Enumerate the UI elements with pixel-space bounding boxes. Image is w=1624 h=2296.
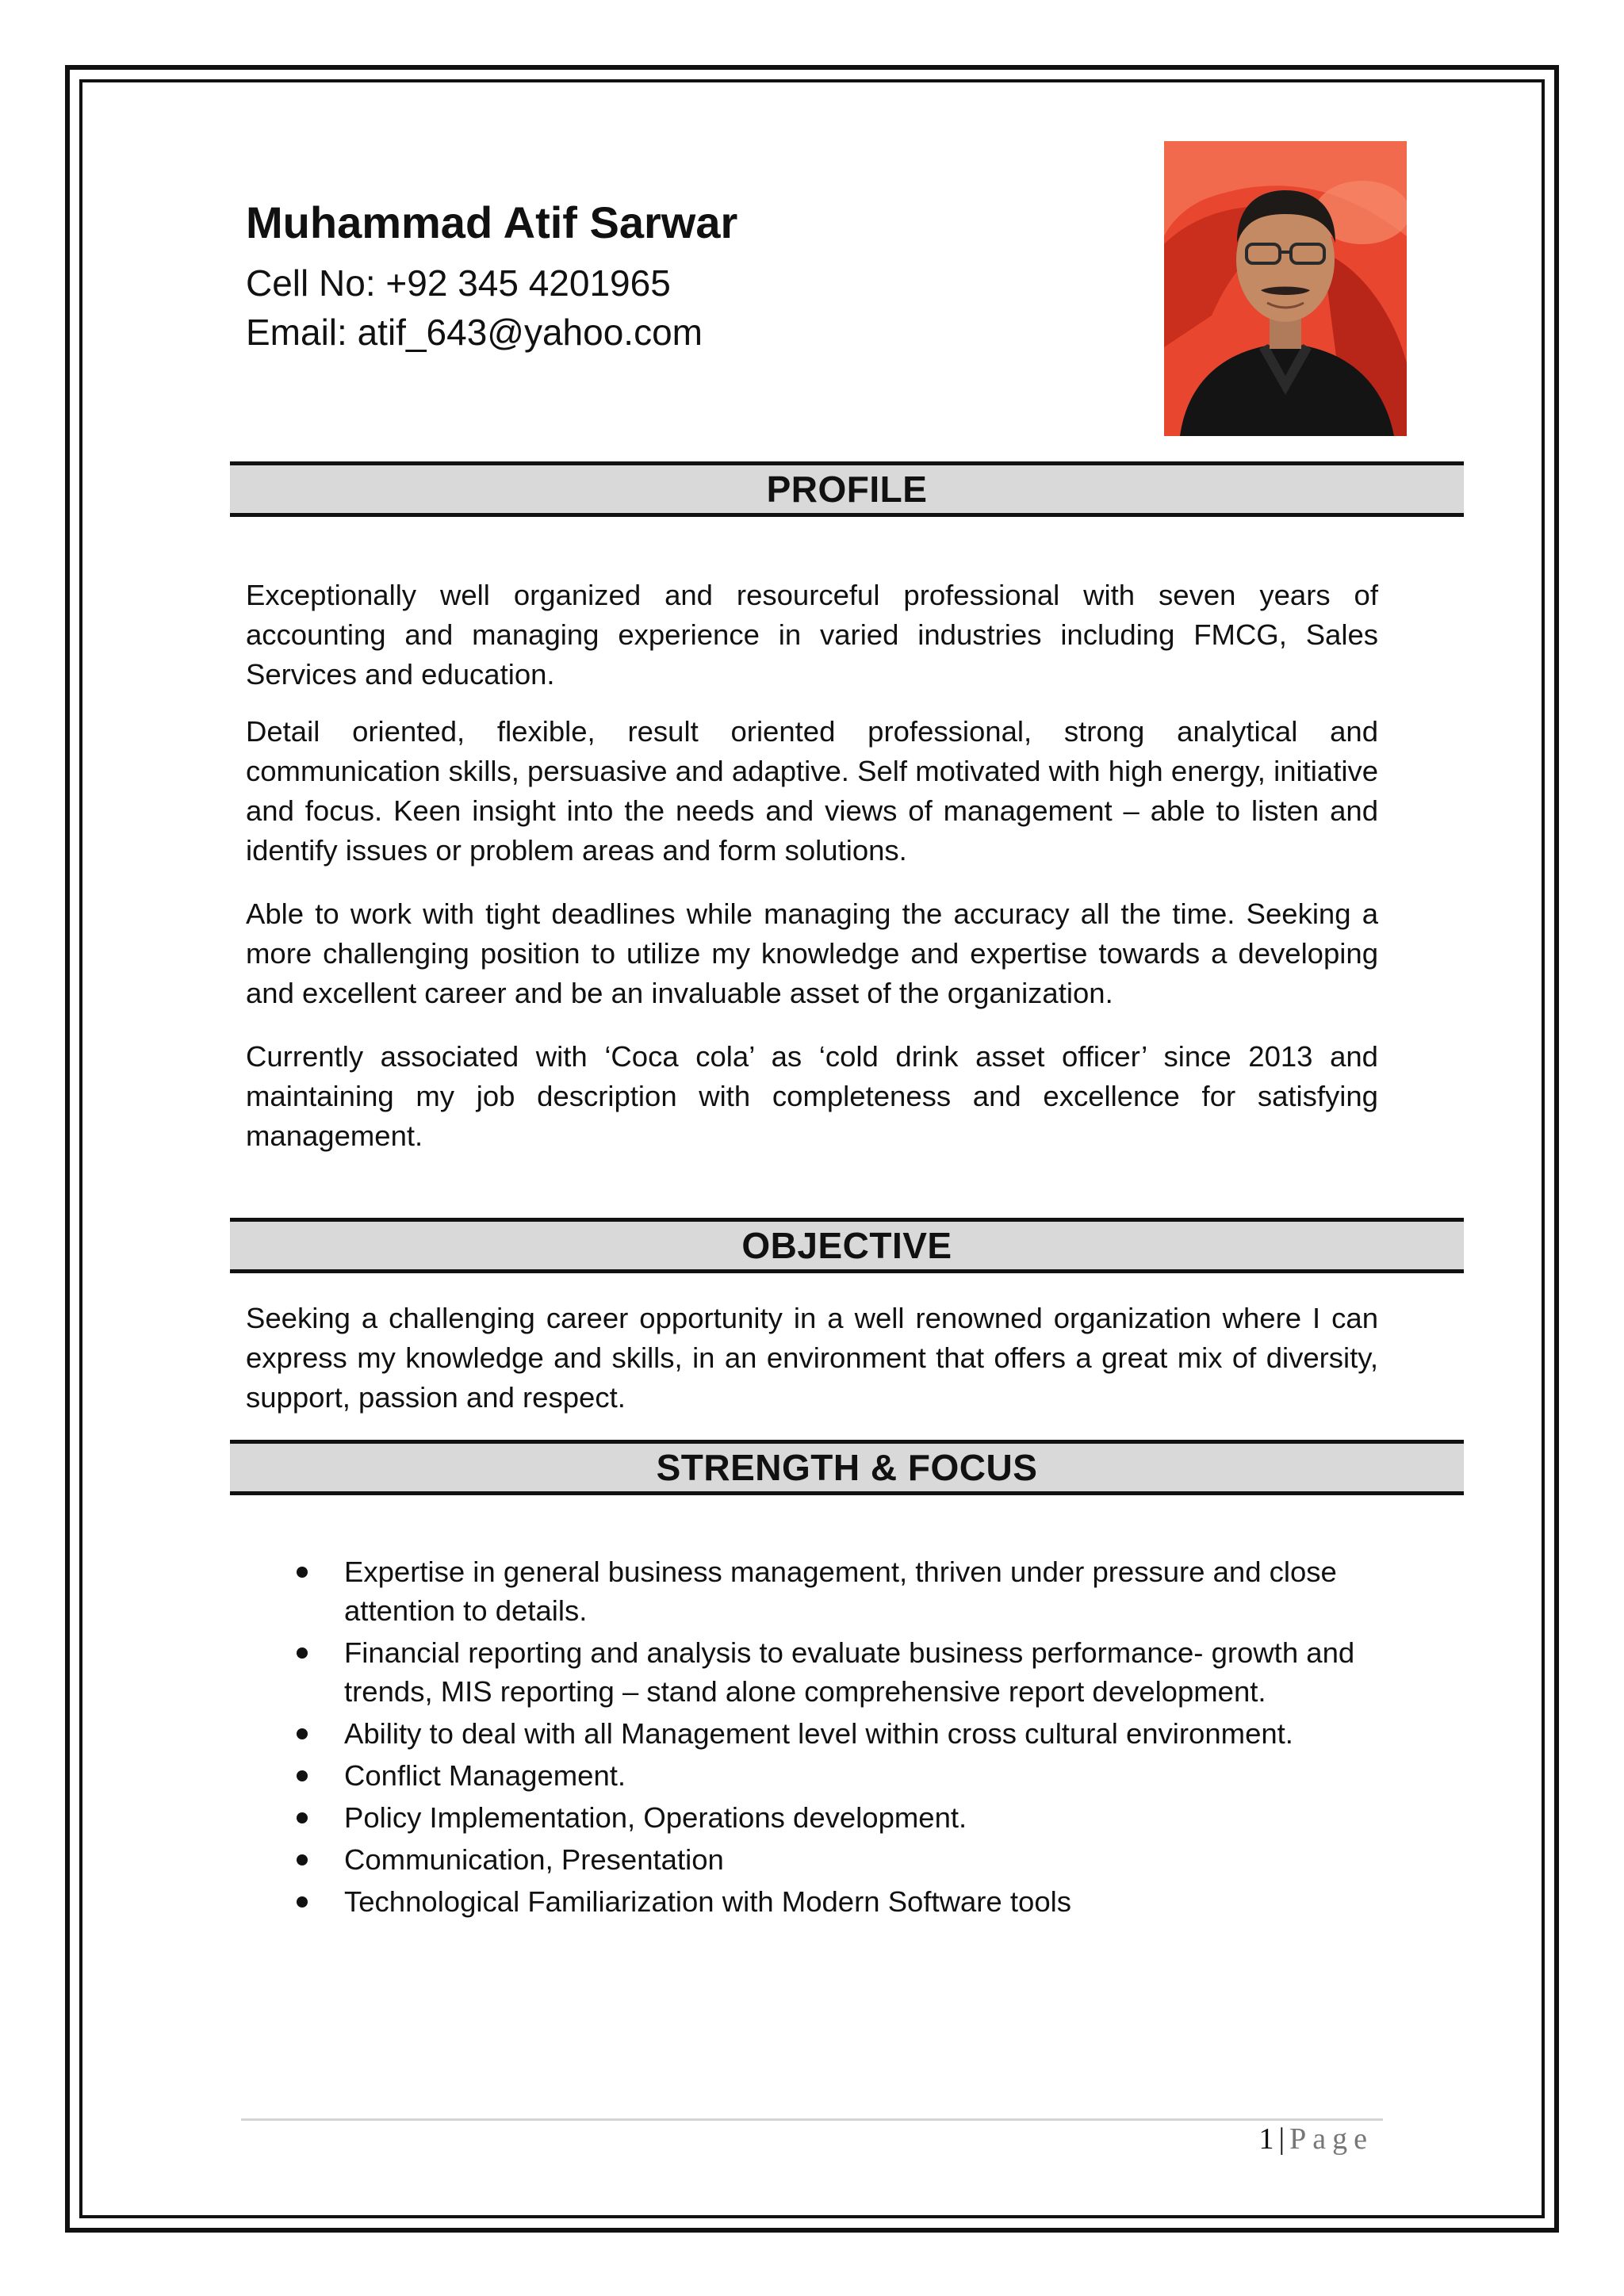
strength-list — [246, 1552, 1404, 1924]
footer-divider — [241, 2118, 1383, 2121]
bullet-icon — [297, 1567, 308, 1578]
page-label: Page — [1289, 2122, 1373, 2156]
objective-text: Seeking a challenging career opportunity in a well renowned organization where I can express my knowledge and skills, in an environment that offers a great mix of diversity, support, passion and respect. — [246, 1302, 1378, 1414]
profile-heading: PROFILE — [230, 461, 1464, 517]
list-item: Communication, Presentation — [246, 1840, 1404, 1879]
cell-number: Cell No: +92 345 4201965 — [246, 262, 671, 304]
email-address: Email: atif_643@yahoo.com — [246, 312, 703, 353]
list-item: Expertise in general business management, thriven under pressure and close attention to details. — [246, 1552, 1404, 1630]
profile-paragraph-1: Exceptionally well organized and resourceful professional with seven years of accounting and managing experience in varied industries including FMCG, Sales Services and education. — [246, 579, 1378, 691]
page-footer — [1259, 2122, 1373, 2156]
list-item: Financial reporting and analysis to evaluate business performance- growth and trends, MIS reporting – stand alone comprehensive report development. — [246, 1633, 1404, 1711]
objective-heading: OBJECTIVE — [230, 1218, 1464, 1273]
list-item: Technological Familiarization with Modern Software tools — [246, 1882, 1404, 1921]
bullet-icon — [297, 1647, 308, 1659]
list-item: Policy Implementation, Operations development. — [246, 1798, 1404, 1837]
profile-paragraph-4: Currently associated with ‘Coca cola’ as ‘cold drink asset officer’ since 2013 and maintaining my job description with completeness and excellence for satisfying management. — [246, 1040, 1378, 1152]
strength-focus-heading: STRENGTH & FOCUS — [230, 1440, 1464, 1495]
list-item: Conflict Management. — [246, 1756, 1404, 1795]
list-item: Ability to deal with all Management level within cross cultural environment. — [246, 1714, 1404, 1753]
page-separator: | — [1278, 2122, 1285, 2156]
bullet-icon — [297, 1770, 308, 1781]
page-number: 1 — [1258, 2122, 1274, 2156]
profile-paragraph-2: Detail oriented, flexible, result oriented professional, strong analytical and communication skills, persuasive and adaptive. Self motivated with high energy, initiative and focus. Keen insight into the needs and views of management – able to listen and identify issues or problem areas and form solutions. — [246, 715, 1378, 867]
bullet-icon — [297, 1854, 308, 1866]
candidate-name: Muhammad Atif Sarwar — [246, 197, 738, 247]
bullet-icon — [297, 1728, 308, 1739]
profile-paragraph-3: Able to work with tight deadlines while managing the accuracy all the time. Seeking a more challenging position to utilize my knowledge and expertise towards a developing and excellent career and be an invaluable asset of the organization. — [246, 897, 1378, 1009]
bullet-icon — [297, 1896, 308, 1908]
bullet-icon — [297, 1812, 308, 1823]
profile-photo — [1164, 141, 1407, 436]
